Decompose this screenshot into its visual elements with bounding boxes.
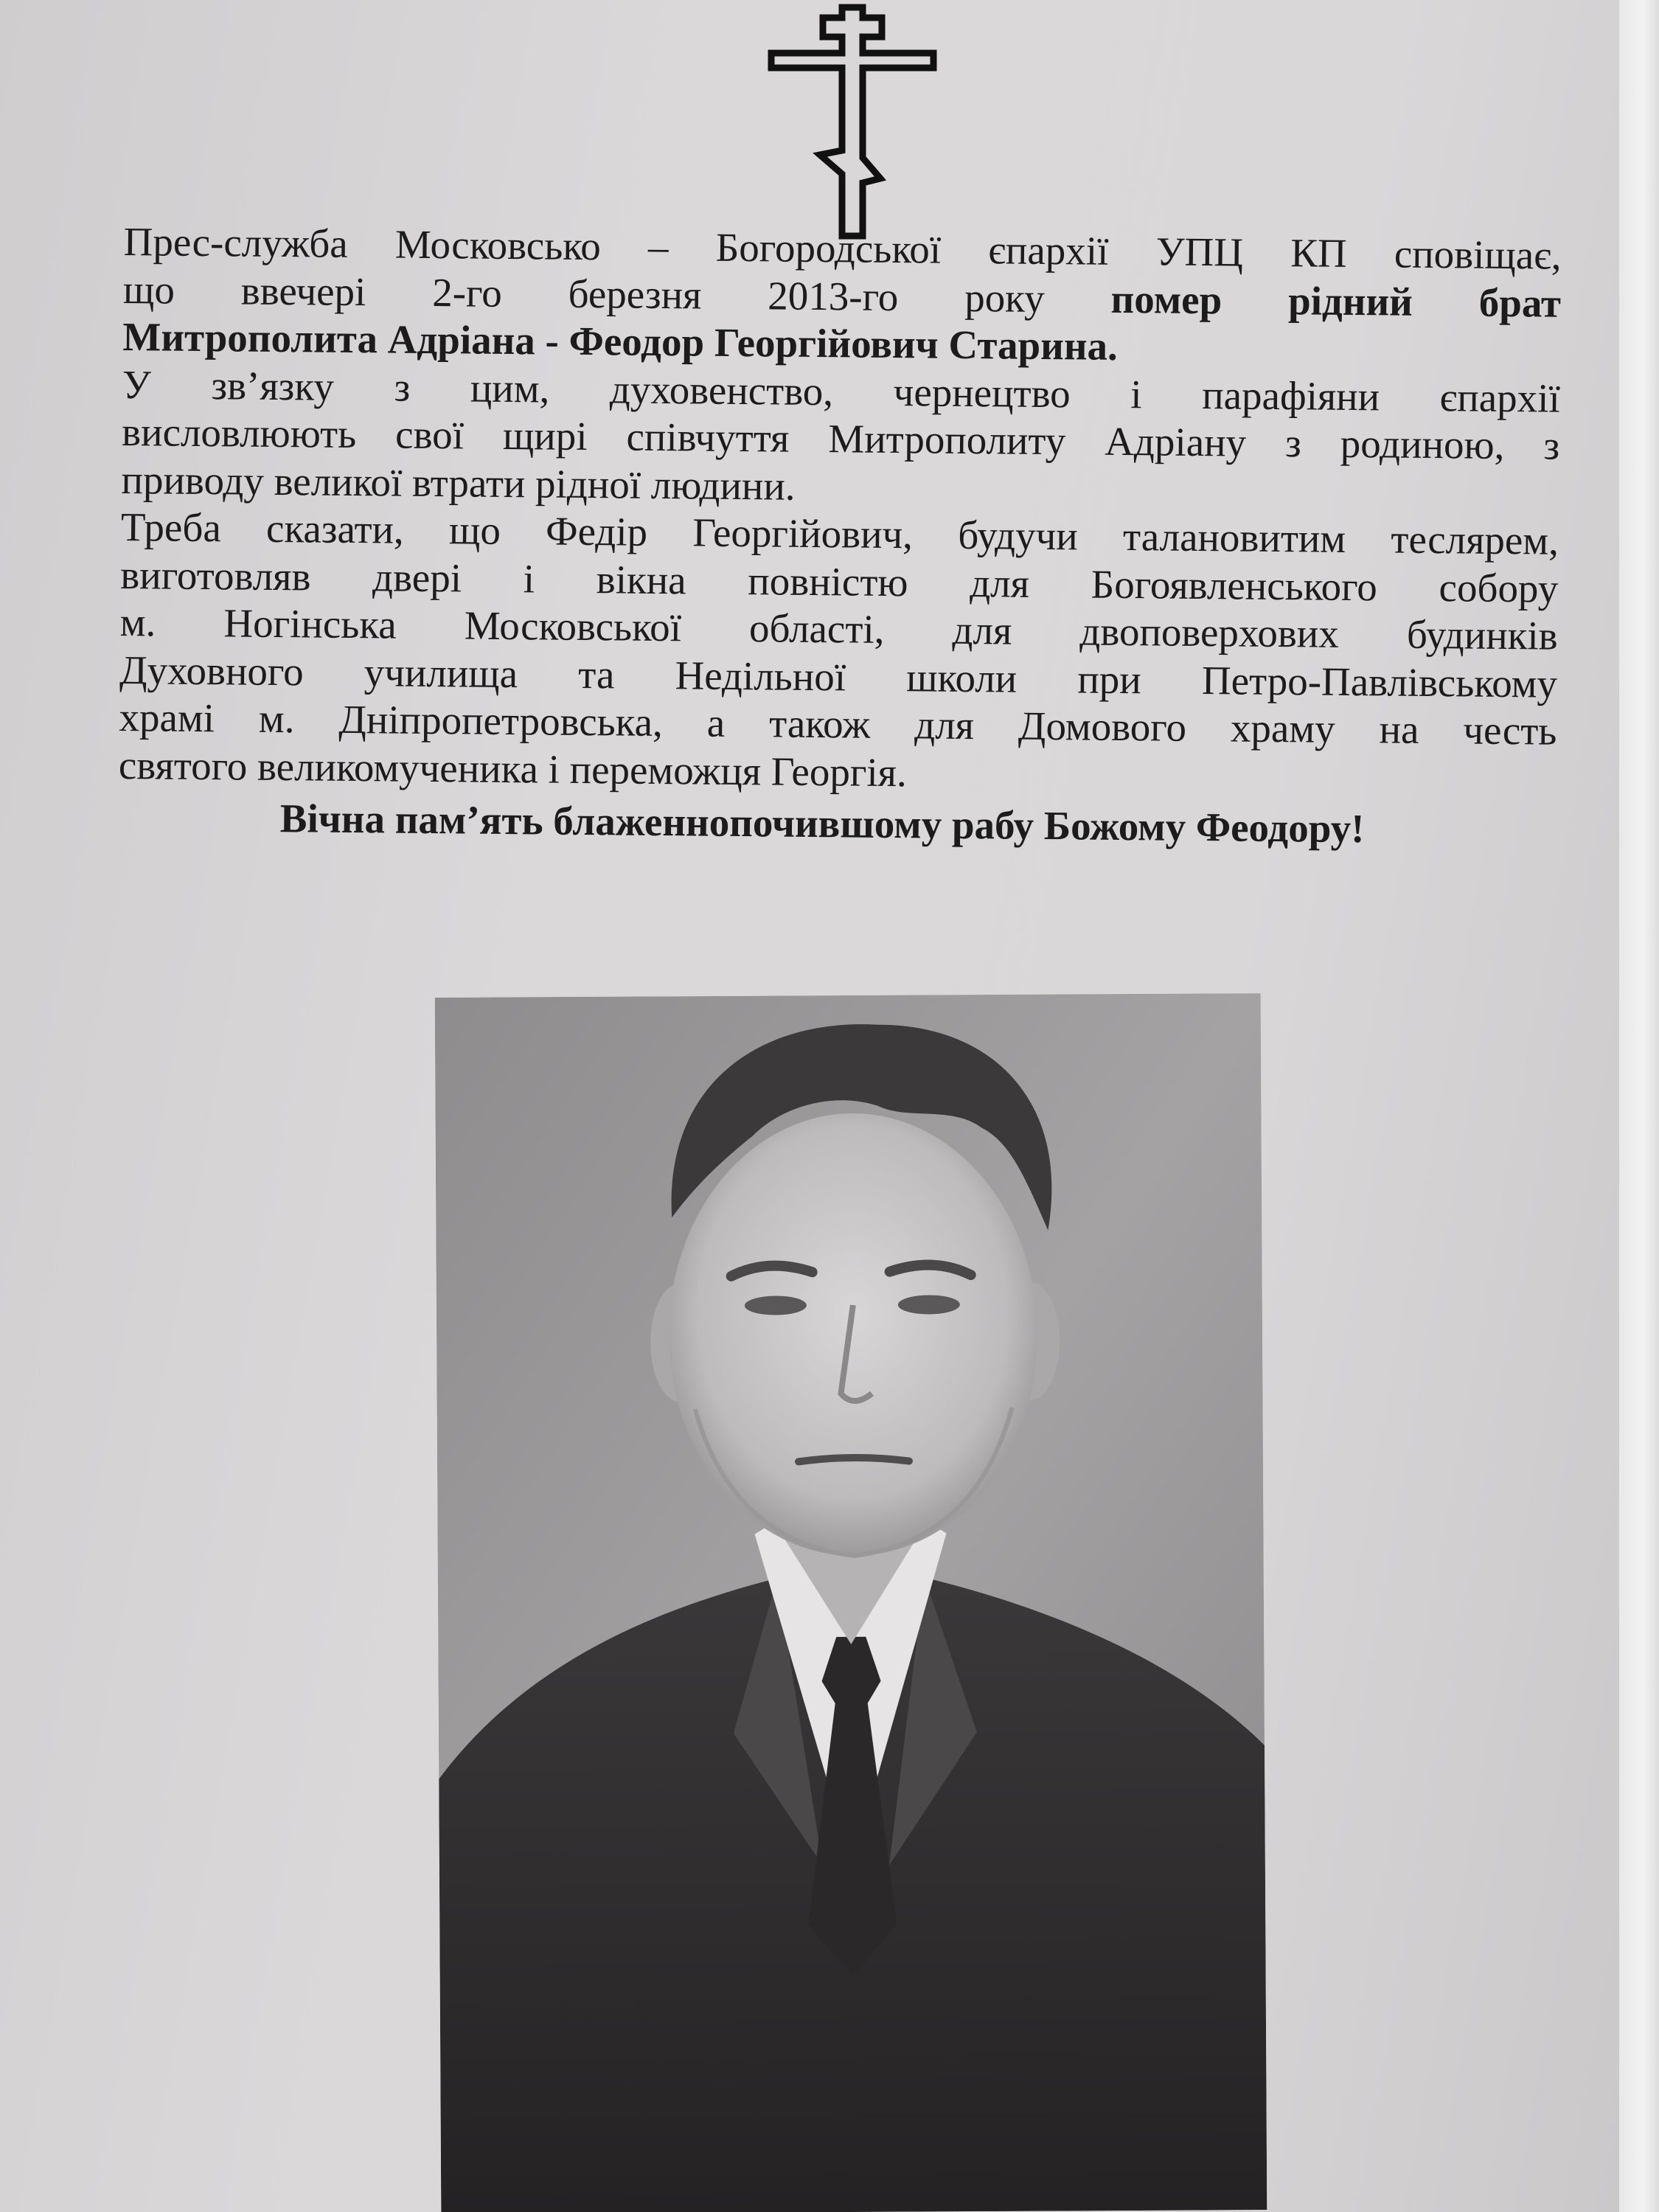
portrait-photo	[435, 993, 1267, 2212]
deceased-name: Митрополита Адріана - Феодор Георгійович Старина.	[122, 313, 1119, 369]
orthodox-cross-icon	[764, 3, 941, 240]
death-announcement-bold: помер рідний брат	[1110, 276, 1562, 326]
paragraph-3-line-5: храмі м. Дніпропетровська, а також для Домового храму на честь	[119, 694, 1557, 754]
death-announcement-text: що ввечері 2-го березня 2013-го року	[122, 266, 1111, 321]
paragraph-1-line-1: Прес-служба Московсько – Богородської єпархії УПЦ КП сповіщає,	[123, 218, 1562, 278]
paragraph-3-line-1: Треба сказати, що Федір Георгійович, будучи талановитим теслярем,	[120, 504, 1559, 563]
paragraph-3-line-4: Духовного училища та Недільної школи при Петро-Павлівському	[119, 647, 1558, 706]
paragraph-3-line-3: м. Ногінська Московської області, для двоповерхових будинків	[119, 599, 1558, 658]
paragraph-2-line-1: У зв’язку з цим, духовенство, чернецтво і парафіяни єпархії	[122, 361, 1561, 421]
paragraph-3-line-6: святого великомученика і переможця Георгія.	[118, 742, 908, 795]
notice-text	[118, 218, 1562, 855]
paragraph-3-line-2: виготовляв двері і вікна повністю для Богоявленського собору	[120, 552, 1559, 611]
paper-edge	[1619, 0, 1659, 2212]
paragraph-2-line-3: приводу великої втрати рідної людини.	[121, 456, 796, 509]
eternal-memory-line: Вічна пам’ять блаженнопочившому рабу Божому Феодору!	[279, 796, 1365, 852]
paragraph-2-line-2: висловлюють свої щирі співчуття Митрополиту Адріану з родиною, з	[121, 408, 1560, 468]
